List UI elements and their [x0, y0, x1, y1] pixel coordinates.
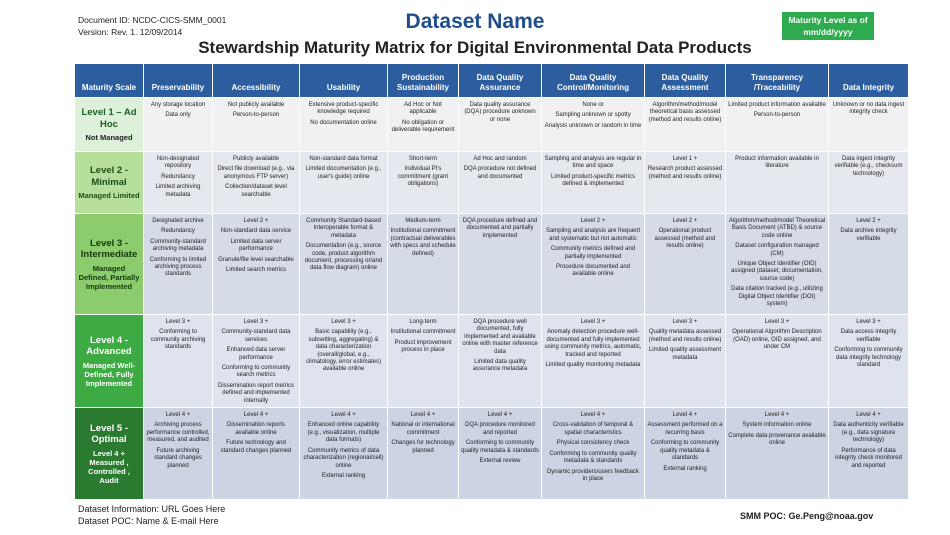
document-version: Version: Rev. 1. 12/09/2014: [78, 27, 183, 37]
maturity-level-name: Level 3 - Intermediate: [80, 237, 138, 260]
cell-text: National or international commitment: [391, 422, 455, 436]
cell-text: Redundancy: [161, 228, 195, 235]
cell-text: Conforming to community data integrity technology standard: [834, 347, 903, 369]
maturity-level-badge: [782, 12, 874, 40]
cell-text: Ad Hoc and random: [473, 156, 527, 162]
maturity-level-cell: [75, 214, 144, 315]
cell-text: Conforming to community quality metadata & standards: [650, 440, 720, 462]
matrix-cell: [726, 98, 829, 152]
cell-text: No obligation or deliverable requirement: [391, 119, 455, 134]
column-header: Data Quality Control/Monitoring: [542, 64, 645, 98]
cell-text: Analysis unknown or random in time: [544, 122, 642, 129]
cell-text: Level 4 +: [243, 412, 269, 419]
maturity-level-name: Level 4 - Advanced: [86, 334, 132, 358]
cell-text: Future archiving standard changes planned: [154, 447, 202, 469]
cell-text: Data authenticity verifiable (e.g., data signature technology): [833, 422, 904, 444]
column-header: Accessibility: [213, 64, 300, 98]
cell-text: Dissemination report metrics defined and implemented internally: [217, 382, 295, 404]
maturity-level-name: Level 2 - Minimal: [89, 165, 129, 188]
matrix-cell: [726, 214, 829, 315]
cell-text: Level 3 +: [331, 319, 356, 325]
matrix-cell: [388, 152, 459, 214]
column-header: Usability: [300, 64, 388, 98]
cell-text: Limited data quality assurance metadata: [472, 359, 528, 373]
cell-text: Direct file download (e.g., via anonymous FTP server): [217, 166, 295, 180]
cell-text: Cross-validation of temporal & spatial characteristics: [552, 422, 634, 436]
cell-text: Changes for technology planned: [391, 440, 455, 454]
maturity-level-row: [75, 315, 909, 408]
cell-text: Level 3 +: [165, 319, 191, 325]
maturity-level-name: Level 1 – Ad Hoc: [81, 107, 137, 130]
maturity-badge-line1: Maturity Level as of: [788, 15, 868, 25]
matrix-cell: [542, 98, 645, 152]
cell-text: Designated archive: [152, 218, 204, 224]
cell-text: Data quality assurance (DQA) procedure unknown or none: [464, 102, 536, 123]
document-id: Document ID: NCDC-CICS-SMM_0001: [78, 15, 227, 25]
matrix-cell: [645, 408, 726, 500]
maturity-badge-line2: mm/dd/yyyy: [803, 27, 853, 37]
cell-text: DQA procedure well documented, fully implemented and available online with master reference data: [462, 319, 538, 355]
footer-dataset-info: [78, 503, 225, 527]
cell-text: Level 4 +: [672, 412, 698, 419]
column-header: Maturity Scale: [75, 64, 144, 98]
cell-text: Limited archiving metadata: [155, 184, 201, 198]
cell-text: Conforming to limited archiving process standards: [149, 256, 207, 278]
cell-text: Operational Algorithm Description (OAD) online, OID assigned, and under CM: [732, 329, 822, 351]
cell-text: Individual PI's commitment (grant obligations): [397, 166, 448, 188]
cell-text: Community-standard data services: [221, 329, 291, 343]
matrix-cell: [213, 408, 300, 500]
matrix-cell: [459, 408, 542, 500]
dataset-name-title: Dataset Name: [405, 10, 545, 33]
cell-text: Level 2 +: [672, 218, 698, 224]
cell-text: Any storage location: [150, 102, 206, 108]
matrix-cell: [388, 408, 459, 500]
cell-text: Community-standard archiving metadata: [150, 238, 206, 253]
cell-text: Algorithm/method/model Theoretical Basis Document (ATBD) & source code online: [728, 218, 826, 239]
cell-text: Data citation tracked (e.g., utilizing Digital Object Identifier (DOI) system): [731, 286, 823, 308]
cell-text: Level 4 +: [764, 412, 790, 419]
cell-text: Non-standard data service: [220, 228, 292, 235]
cell-text: Future technology and standard changes planned: [220, 440, 292, 454]
matrix-cell: [388, 214, 459, 315]
cell-text: External review: [479, 458, 521, 465]
cell-text: Conforming to community quality metadata & standards: [461, 440, 539, 454]
matrix-cell: [542, 315, 645, 408]
matrix-cell: [459, 98, 542, 152]
cell-text: Community Standard-based interoperable format & metadata: [306, 218, 381, 239]
cell-text: Basic capability (e.g., subsetting, aggregating) & data characterization (overall/global, e.g., climatology, error estimates) available online: [306, 329, 381, 373]
cell-text: Extensive product-specific knowledge required: [308, 102, 379, 116]
cell-text: Archiving process performance controlled, measured, and audited: [146, 422, 210, 444]
matrix-cell: [459, 152, 542, 214]
cell-text: Conforming to community search metrics: [221, 365, 291, 379]
cell-text: DQA procedure not defined and documented: [463, 166, 537, 180]
matrix-cell: [300, 214, 388, 315]
cell-text: Research product assessed (method and results online): [647, 166, 723, 180]
cell-text: None or: [582, 102, 604, 108]
matrix-cell: [213, 315, 300, 408]
maturity-level-cell: [75, 152, 144, 214]
column-header: Transparency /Traceability: [726, 64, 829, 98]
cell-text: Level 4 +: [487, 412, 513, 419]
matrix-cell: [829, 152, 909, 214]
cell-text: Granule/file level searchable: [218, 256, 294, 263]
cell-text: Data access integrity verifiable: [840, 329, 897, 343]
cell-text: Collection/dataset level searchable: [225, 184, 287, 198]
matrix-cell: [542, 408, 645, 500]
cell-text: System information online: [742, 422, 812, 429]
matrix-cell: [388, 315, 459, 408]
cell-text: External ranking: [663, 465, 707, 472]
cell-text: Anomaly detection procedure well-documented and fully implemented using community metrics, automatic, tracked and reported: [544, 329, 642, 358]
maturity-level-cell: [75, 98, 144, 152]
cell-text: Limited product-specific metrics defined & implemented: [550, 173, 636, 188]
cell-text: Conforming to community archiving standards: [150, 329, 206, 351]
cell-text: Person-to-person: [753, 112, 801, 119]
column-header: Data Quality Assessment: [645, 64, 726, 98]
matrix-cell: [144, 152, 213, 214]
cell-text: Enhanced online capability (e.g., visualization, multiple data formats): [307, 422, 380, 444]
cell-text: Data ingest integrity verifiable (e.g., checksum technology): [834, 156, 903, 177]
cell-text: Level 2 +: [243, 218, 269, 224]
cell-text: Limited data server performance: [230, 238, 282, 253]
maturity-level-status: Managed Limited: [78, 191, 140, 200]
maturity-level-row: [75, 152, 909, 214]
matrix-cell: [144, 315, 213, 408]
matrix-cell: [144, 214, 213, 315]
matrix-cell: [645, 98, 726, 152]
matrix-cell: [645, 315, 726, 408]
cell-text: Level 3 +: [764, 319, 790, 325]
matrix-cell: [726, 315, 829, 408]
matrix-cell: [213, 214, 300, 315]
smm-poc: SMM POC: Ge.Peng@noaa.gov: [740, 511, 874, 521]
cell-text: Limited product information available: [728, 102, 826, 108]
column-header: Data Quality Assurance: [459, 64, 542, 98]
maturity-level-status: Not Managed: [85, 133, 133, 142]
cell-text: Limited quality assessment metadata: [648, 347, 722, 361]
matrix-cell: [726, 152, 829, 214]
maturity-level-row: [75, 98, 909, 152]
cell-text: Community metrics defined and partially implemented: [550, 246, 636, 260]
matrix-cell: [388, 98, 459, 152]
cell-text: Long-term: [409, 319, 437, 325]
matrix-cell: [459, 214, 542, 315]
cell-text: Level 4 +: [856, 412, 881, 419]
matrix-cell: [213, 98, 300, 152]
maturity-matrix-table: [74, 63, 909, 500]
cell-text: Sampling and analysis are regular in time and space: [544, 156, 642, 170]
cell-text: Publicly available: [232, 156, 280, 162]
cell-text: Institutional commitment (contractual deliverables with specs and schedule defined): [390, 228, 456, 257]
maturity-level-row: [75, 214, 909, 315]
maturity-level-status: Level 4 + Measured , Controlled , Audit: [88, 448, 130, 485]
matrix-cell: [144, 98, 213, 152]
cell-text: DQA procedure defined and documented and partially implemented: [462, 218, 538, 239]
cell-text: Community metrics of data characterization (regional/cell) online: [303, 447, 384, 469]
maturity-level-status: Managed Defined, Partially Implemented: [78, 263, 140, 291]
cell-text: Sampling and analysis are frequent and systematic but not automatic: [545, 228, 641, 242]
cell-text: Level 4 +: [331, 412, 356, 419]
cell-text: Person-to-person: [232, 112, 280, 119]
cell-text: Operational product assessed (method and results online): [654, 228, 716, 250]
matrix-cell: [144, 408, 213, 500]
maturity-level-status: Managed Well-Defined, Fully Implemented: [82, 360, 136, 388]
cell-text: Level 4 +: [165, 412, 191, 419]
cell-text: Enhanced data server performance: [226, 347, 286, 361]
cell-text: Ad Hoc or Not applicable: [404, 102, 442, 116]
cell-text: Dataset configuration managed (CM): [735, 243, 819, 257]
column-header: Production Sustainability: [388, 64, 459, 98]
matrix-cell: [829, 98, 909, 152]
cell-text: Non-designated repository: [156, 156, 200, 170]
maturity-level-name: Level 5 - Optimal: [89, 422, 129, 446]
cell-text: Quality metadata assessed (method and results online): [648, 329, 722, 343]
cell-text: Assessment performed on a recurring basis: [647, 422, 723, 436]
cell-text: Level 3 +: [580, 319, 606, 325]
cell-text: Unknown or no data ingest integrity check: [832, 102, 905, 116]
cell-text: Level 3 +: [672, 319, 698, 325]
cell-text: Algorithm/method/model theoretical basis assessed (method and results online): [648, 102, 722, 123]
maturity-level-cell: [75, 315, 144, 408]
matrix-cell: [300, 152, 388, 214]
cell-text: Redundancy: [161, 173, 195, 180]
matrix-cell: [300, 408, 388, 500]
cell-text: Procedure documented and available online: [555, 264, 631, 278]
cell-text: Limited search metrics: [225, 267, 287, 274]
cell-text: Level 2 +: [856, 218, 881, 224]
matrix-header-row: [75, 64, 909, 98]
cell-text: Non-standard data format: [309, 156, 378, 162]
cell-text: Physical consistency check: [556, 440, 630, 447]
cell-text: Level 2 +: [580, 218, 606, 224]
maturity-level-cell: [75, 408, 144, 500]
cell-text: Conforming to community quality metadata & standards: [549, 450, 637, 465]
matrix-cell: [542, 214, 645, 315]
cell-text: External ranking: [321, 472, 366, 479]
matrix-cell: [300, 98, 388, 152]
dataset-poc: Dataset POC: Name & E-mail Here: [78, 516, 219, 526]
cell-text: Level 4 +: [580, 412, 606, 419]
matrix-cell: [645, 152, 726, 214]
maturity-level-row: [75, 408, 909, 500]
cell-text: Medium-term: [405, 218, 441, 224]
matrix-cell: [459, 315, 542, 408]
cell-text: Unique Object Identifier (OID) assigned (dataset, documentation, source code): [731, 261, 823, 282]
matrix-cell: [542, 152, 645, 214]
cell-text: Limited documentation (e.g., user's guide) online: [305, 166, 382, 180]
cell-text: Level 4 +: [410, 412, 436, 419]
matrix-cell: [829, 315, 909, 408]
cell-text: Dynamic providers/users feedback in place: [546, 468, 640, 482]
column-header: Preservability: [144, 64, 213, 98]
cell-text: Data archive integrity verifiable: [840, 228, 897, 242]
matrix-cell: [213, 152, 300, 214]
cell-text: Level 1 +: [672, 156, 698, 162]
matrix-cell: [726, 408, 829, 500]
cell-text: Complete data provenance available online: [728, 432, 826, 447]
cell-text: No documentation online: [310, 119, 377, 126]
cell-text: Dissemination reports available online: [226, 422, 286, 436]
cell-text: Documentation (e.g., source code, product algorithm document, processing or/and data flow diagram) online: [304, 243, 383, 272]
cell-text: Product information available in literature: [735, 156, 819, 170]
matrix-cell: [300, 315, 388, 408]
cell-text: DQA procedure monitored and reported: [465, 422, 535, 436]
cell-text: Level 3 +: [856, 319, 881, 325]
cell-text: Level 3 +: [243, 319, 269, 325]
matrix-cell: [829, 214, 909, 315]
matrix-cell: [829, 408, 909, 500]
cell-text: Product improvement process in place: [394, 339, 452, 354]
cell-text: Institutional commitment: [390, 329, 456, 336]
cell-text: Not publicly available: [227, 102, 285, 108]
dataset-information: Dataset Information: URL Goes Here: [78, 504, 226, 514]
matrix-cell: [645, 214, 726, 315]
cell-text: Performance of data integrity check monitored and reported: [835, 447, 902, 469]
cell-text: Sampling unknown or spotty: [555, 112, 631, 119]
cell-text: Data only: [165, 112, 191, 119]
column-header: Data Integrity: [829, 64, 909, 98]
cell-text: Short-term: [408, 156, 438, 162]
cell-text: Limited quality monitoring metadata: [545, 362, 641, 369]
matrix-subtitle: Stewardship Maturity Matrix for Digital Environmental Data Products: [198, 38, 752, 57]
